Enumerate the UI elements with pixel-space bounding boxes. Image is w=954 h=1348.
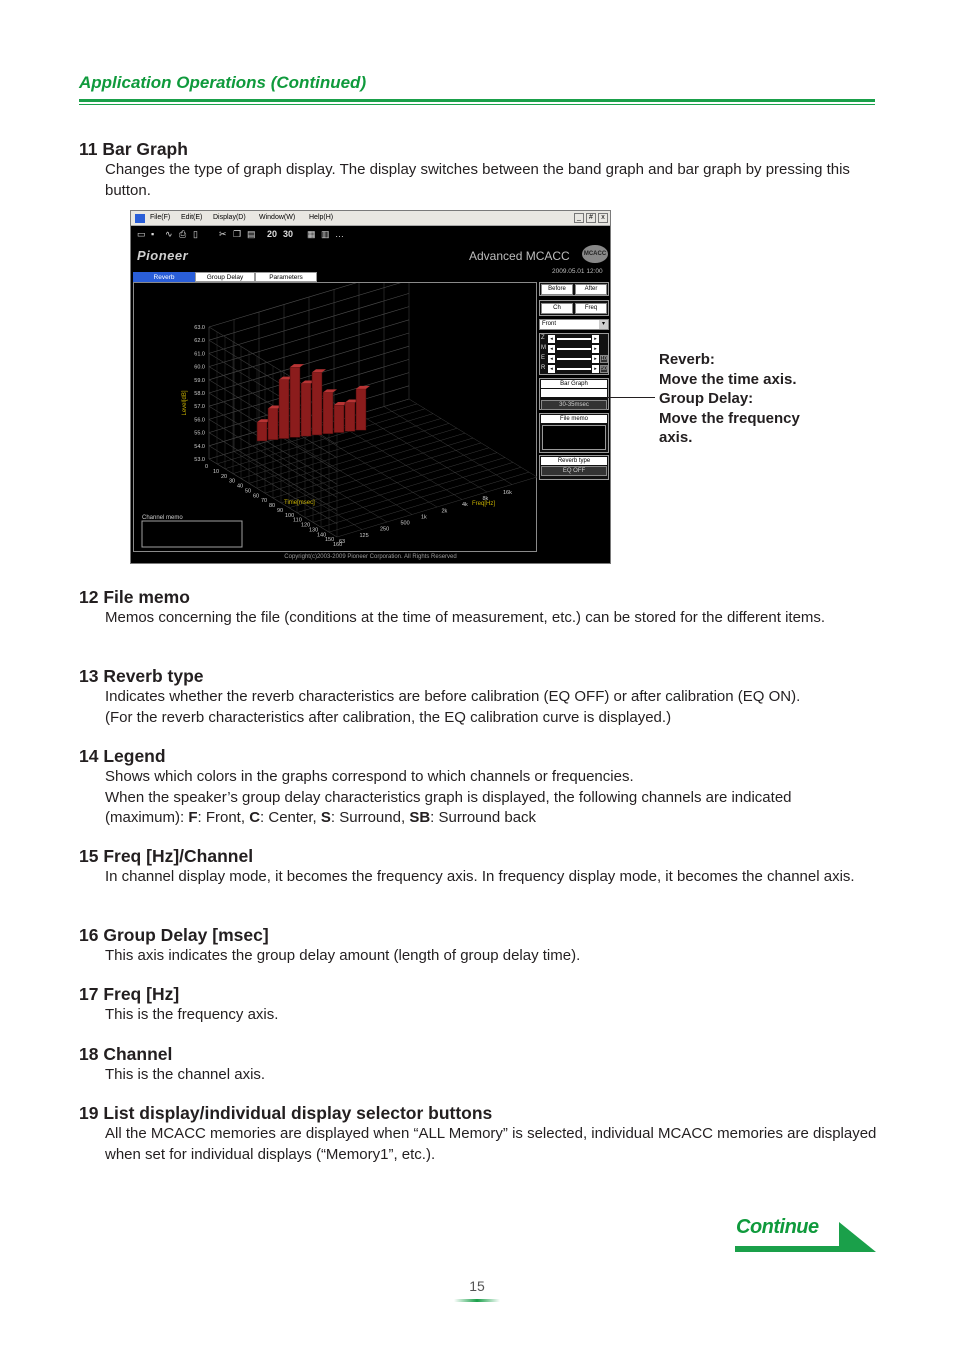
section-body: This axis indicates the group delay amount (length of group delay time).: [105, 947, 581, 964]
callout-leader-line: [607, 397, 655, 398]
slider-row: [541, 365, 607, 374]
open-icon[interactable]: ▭: [137, 229, 146, 239]
continue-label: Continue: [736, 1216, 819, 1238]
graph-ticks: [194, 325, 512, 548]
section-body: Changes the type of graph display. The display switches between the band graph and bar graph by pressing this button.: [105, 161, 850, 199]
bar: [356, 389, 366, 430]
time-tick-label: 10: [213, 468, 220, 475]
y-tick-label: 57.0: [194, 404, 205, 411]
section-channel: [79, 1043, 879, 1086]
freq-button[interactable]: Freq: [575, 303, 607, 314]
slider-track[interactable]: [557, 338, 591, 340]
mcacc-badge: MCACC: [582, 245, 608, 263]
freq-tick-label: 63: [339, 539, 346, 545]
bar-top: [356, 386, 370, 389]
before-button[interactable]: Before: [541, 284, 573, 295]
freq-tick-label: 8k: [482, 495, 489, 502]
slider-label: Z: [541, 335, 545, 341]
chevron-left-icon[interactable]: ◂: [548, 335, 555, 343]
tab-reverb[interactable]: Reverb: [133, 272, 195, 282]
time-tick-label: 110: [293, 517, 302, 524]
time-tick-label: 160: [333, 542, 343, 548]
menu-help[interactable]: Help(H): [309, 214, 334, 221]
bar: [290, 367, 300, 437]
bar: [257, 422, 267, 441]
product-name: Advanced MCACC: [469, 249, 570, 263]
app-icon: [135, 214, 145, 223]
time-tick-label: 100: [285, 512, 295, 519]
y-tick-label: 58.0: [194, 391, 205, 397]
bar: [334, 405, 344, 433]
slider-label: R: [541, 365, 546, 371]
slider-value: 50: [601, 366, 607, 372]
menu-bar: [131, 211, 610, 226]
graph-area: [133, 282, 537, 552]
y-tick-label: 59.0: [194, 377, 205, 384]
y-tick-label: 60.0: [194, 364, 205, 371]
bar: [345, 403, 355, 432]
y-tick-label: 54.0: [194, 443, 205, 450]
bar-top: [323, 389, 337, 392]
freq-tick-label: 500: [400, 520, 410, 527]
y-tick-label: 56.0: [194, 417, 205, 424]
chevron-left-icon[interactable]: ◂: [548, 355, 555, 363]
gridline: [384, 407, 512, 485]
y-tick-label: 63.0: [194, 325, 205, 331]
section-legend: [79, 745, 879, 829]
legend-key: F: [188, 809, 198, 826]
section-body-line: When the speaker’s group delay characteristics graph is displayed, the following channels are indicated: [105, 788, 792, 806]
slider-track[interactable]: [557, 368, 591, 370]
header-rule: [79, 99, 875, 102]
gridline: [359, 414, 487, 492]
callout-line: Reverb:: [659, 351, 715, 368]
time-tick-label: 130: [309, 527, 319, 534]
slider-label: E: [541, 355, 546, 361]
section-title: 15 Freq [Hz]/Channel: [79, 846, 254, 866]
bar: [279, 380, 289, 439]
reverb-type-label: Reverb type: [541, 457, 607, 465]
y-tick-label: 62.0: [194, 338, 205, 345]
time-tick-label: 150: [325, 537, 335, 544]
time-tick-label: 120: [301, 522, 311, 529]
graph-icon[interactable]: ∿: [165, 229, 173, 239]
maximize-icon[interactable]: #: [586, 213, 596, 223]
section-title: 19 List display/individual display selector buttons: [79, 1103, 493, 1123]
callout-line: Group Delay:: [659, 390, 754, 407]
gridline: [309, 429, 437, 507]
slider-value: 10: [601, 356, 607, 362]
time-tick-label: 60: [253, 493, 260, 500]
bar-top: [290, 364, 304, 367]
channel-memo-box[interactable]: [142, 521, 242, 547]
bar: [301, 384, 311, 437]
page-number-underline: [454, 1299, 500, 1302]
print-icon[interactable]: ⎙: [179, 229, 187, 239]
cut-icon[interactable]: ✂: [219, 229, 227, 239]
time-tick-label: 20: [221, 473, 228, 480]
section-freq: [79, 983, 879, 1026]
section-body: All the MCACC memories are displayed when “ALL Memory” is selected, individual MCACC memories are displayed when set for individual displays (“Memory1”, etc.).: [105, 1125, 877, 1163]
chevron-right-icon[interactable]: ▸: [592, 335, 599, 343]
time-tick-label: 30: [229, 478, 236, 485]
section-body-line: (For the reverb characteristics after calibration, the EQ calibration curve is displayed.): [105, 708, 672, 726]
copyright-text: Copyright(c)2003-2009 Pioneer Corporation. All Rights Reserved: [284, 554, 457, 560]
channel-select[interactable]: Front: [539, 319, 609, 330]
toolbar: [131, 227, 610, 243]
menu-display[interactable]: Display(D): [213, 214, 246, 221]
section-bar-graph: [79, 138, 879, 201]
section-body: This is the frequency axis.: [105, 1006, 279, 1023]
time-axis-label: Time[msec]: [284, 500, 315, 506]
legend-line: [105, 808, 879, 829]
legend-value: : Center,: [260, 809, 321, 826]
section-title: 13 Reverb type: [79, 666, 204, 686]
freq-tick-label: 125: [359, 532, 369, 539]
legend-value: : Front,: [197, 809, 250, 826]
ch-button[interactable]: Ch: [541, 303, 573, 314]
bar-graph-button[interactable]: Bar Graph: [541, 380, 607, 388]
range-slider[interactable]: [541, 389, 607, 397]
legend-prefix: (maximum):: [105, 809, 189, 826]
y-tick-label: 55.0: [194, 430, 205, 437]
bar: [268, 408, 278, 439]
close-icon[interactable]: x: [598, 213, 608, 223]
section-title: 14 Legend: [79, 746, 166, 766]
channel-memo-label: Channel memo: [142, 515, 183, 521]
time-tick-label: 80: [269, 503, 276, 509]
time-tick-label: 70: [261, 498, 268, 505]
section-body: Memos concerning the file (conditions at the time of measurement, etc.) can be stored for the different items.: [105, 609, 826, 626]
reverb-type-value: EQ OFF: [541, 466, 607, 476]
y-tick-label: 53.0: [194, 457, 205, 463]
callout-line: axis.: [659, 429, 693, 446]
freq-tick-label: 2k: [441, 508, 448, 515]
after-button[interactable]: After: [575, 284, 607, 295]
slider-track[interactable]: [557, 358, 591, 360]
time-tick-label: 90: [277, 507, 284, 514]
time-tick-label: 0: [205, 464, 209, 470]
app-screenshot: [130, 210, 611, 564]
legend-key: SB: [409, 809, 431, 826]
window-icon[interactable]: ▦: [307, 229, 316, 239]
continue-arrow-icon: [735, 1222, 877, 1254]
slider-row: [541, 335, 607, 344]
section-body: In channel display mode, it becomes the frequency axis. In frequency display mode, it becomes the channel axis.: [105, 868, 855, 885]
brand-logo: Pioneer: [137, 248, 189, 263]
freq-tick-label: 250: [380, 526, 390, 533]
legend-key: C: [249, 809, 261, 826]
minimize-icon[interactable]: _: [574, 213, 584, 223]
time-tick-label: 40: [237, 483, 244, 490]
y-tick-label: 61.0: [194, 351, 205, 358]
view-20-button[interactable]: 20: [267, 229, 278, 239]
control-panel: [539, 282, 609, 552]
legend-value: : Surround back: [430, 809, 537, 826]
section-title: 16 Group Delay [msec]: [79, 925, 269, 945]
freq-tick-label: 1k: [421, 514, 427, 521]
gridline: [409, 399, 537, 477]
file-memo-input[interactable]: [542, 425, 606, 450]
copy-icon[interactable]: ❐: [233, 229, 242, 239]
chevron-right-icon[interactable]: ▸: [592, 365, 599, 373]
slider-track[interactable]: [557, 348, 591, 350]
section-title: 11 Bar Graph: [79, 139, 188, 159]
chevron-right-icon[interactable]: ▸: [592, 345, 599, 353]
chevron-right-icon[interactable]: ▸: [592, 355, 599, 363]
header-rule-thin: [79, 104, 875, 105]
callout-note: [659, 350, 800, 448]
preview-icon[interactable]: ▯: [193, 229, 198, 239]
section-body-line: Shows which colors in the graphs correspond to which channels or frequencies.: [105, 768, 634, 785]
freq-tick-label: 4k: [462, 502, 468, 509]
file-memo-label: File memo: [541, 415, 607, 423]
freq-tick-label: 16k: [503, 489, 512, 496]
tile-icon[interactable]: ▥: [321, 229, 330, 239]
legend-value: : Surround,: [330, 809, 410, 826]
section-title: 18 Channel: [79, 1044, 173, 1064]
section-title: 12 File memo: [79, 587, 190, 607]
section-freq-channel: [79, 845, 879, 888]
section-title: 17 Freq [Hz]: [79, 984, 180, 1004]
tab-parameters[interactable]: Parameters: [255, 272, 317, 282]
bar-series: [257, 364, 370, 441]
bar-graph-chart: [134, 283, 538, 553]
section-reverb-type: [79, 665, 879, 728]
bar: [323, 392, 333, 433]
save-icon[interactable]: ▪: [151, 229, 155, 239]
callout-line: Move the frequency: [659, 409, 800, 427]
paste-icon[interactable]: ▤: [247, 229, 256, 239]
menu-window[interactable]: Window(W): [259, 214, 296, 221]
chevron-left-icon[interactable]: ◂: [548, 365, 555, 373]
tab-group-delay[interactable]: Group Delay: [195, 272, 255, 282]
running-header: Application Operations (Continued): [79, 73, 367, 92]
gridline: [334, 422, 462, 500]
freq-axis-label: Freq[Hz]: [472, 501, 496, 507]
slider-row: [541, 345, 607, 354]
datetime-readout: 2009.05.01 12:00: [552, 268, 603, 275]
bar: [312, 372, 322, 435]
section-file-memo: [79, 586, 879, 629]
section-group-delay: [79, 924, 879, 967]
section-body: This is the channel axis.: [105, 1066, 266, 1083]
time-tick-label: 140: [317, 532, 327, 539]
range-readout: 30-35msec: [541, 400, 607, 410]
section-selector-buttons: [79, 1102, 879, 1165]
chevron-left-icon[interactable]: ◂: [548, 345, 555, 353]
slider-row: [541, 355, 607, 364]
slider-label: M: [541, 345, 546, 351]
page-number: 15: [469, 1278, 485, 1294]
menu-edit[interactable]: Edit(E): [181, 214, 203, 221]
callout-line: Move the time axis.: [659, 370, 797, 388]
more-icon[interactable]: …: [335, 229, 344, 239]
y-axis-label: Level[dB]: [182, 390, 188, 416]
chevron-down-icon[interactable]: ▾: [599, 320, 608, 329]
view-30-button[interactable]: 30: [283, 229, 294, 239]
time-tick-label: 50: [245, 488, 252, 495]
legend-key: S: [320, 809, 331, 826]
menu-file[interactable]: File(F): [150, 214, 171, 221]
section-body-line: Indicates whether the reverb characteristics are before calibration (EQ OFF) or after calibration (EQ ON).: [105, 688, 801, 705]
